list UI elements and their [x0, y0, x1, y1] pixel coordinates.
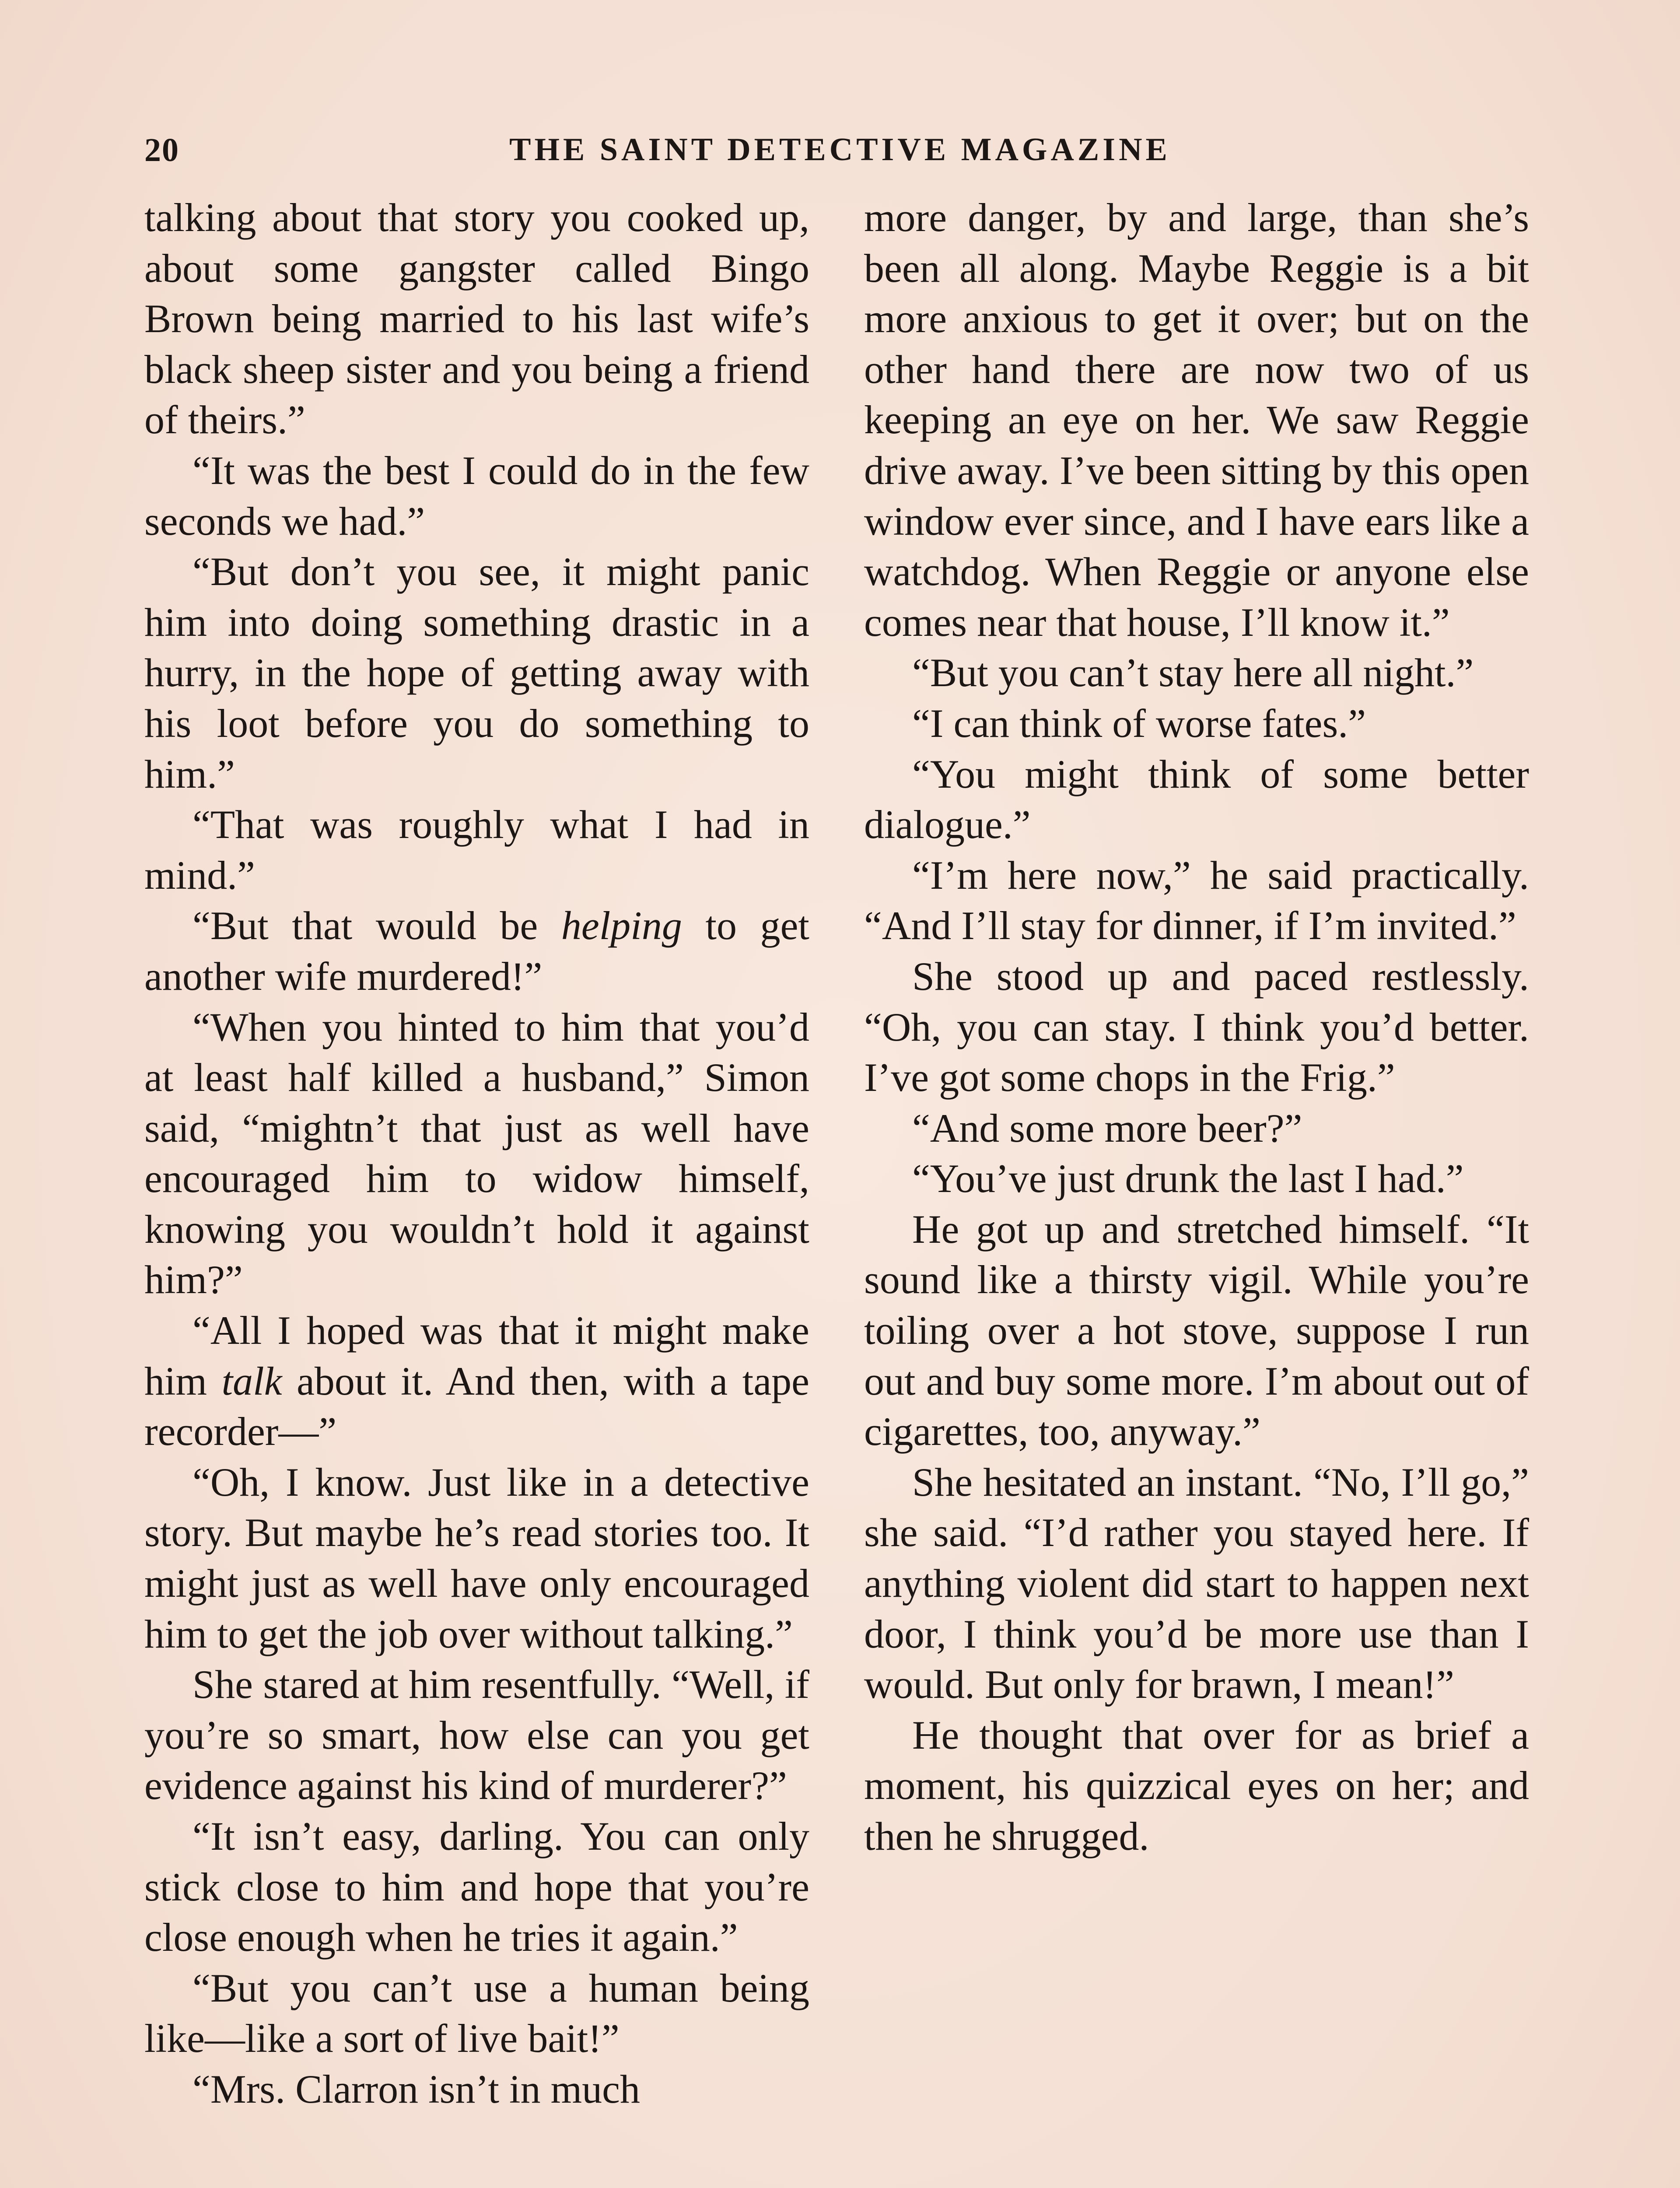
page-number: 20: [144, 132, 179, 168]
emphasis: talk: [221, 1358, 282, 1403]
paragraph: “It isn’t easy, darling. You can only stick close to him and hope that you’re close enough when he tries it again.”: [144, 1814, 809, 1960]
paragraph: “But don’t you see, it might panic him into doing something drastic in a hurry, in the hope of getting away with his loot before you do something to him.”: [144, 549, 809, 796]
paragraph: She hesitated an instant. “No, I’ll go,” she said. “I’d rather you stayed here. If anything violent did start to happen next door, I think you’d be more use than I would. But only for brawn, I mean!”: [864, 1459, 1529, 1707]
paragraph: “Mrs. Clarron isn’t in much: [192, 2066, 640, 2111]
paragraph: “That was roughly what I had in mind.”: [144, 802, 809, 898]
text-run: to get another wife murdered!”: [144, 903, 809, 999]
paragraph: She stared at him resentfully. “Well, if you’re so smart, how else can you get evidence against his kind of murderer?”: [144, 1662, 809, 1808]
paragraph: He thought that over for as brief a moment, his quizzical eyes on her; and then he shrugged.: [864, 1712, 1529, 1858]
paragraph: “I can think of worse fates.”: [912, 701, 1366, 746]
text-run: “All I hoped was that it might make him: [144, 1308, 809, 1403]
paragraph: “You’ve just drunk the last I had.”: [912, 1156, 1464, 1201]
paragraph: [144, 1305, 809, 1457]
right-column: [864, 193, 1529, 1862]
running-title: THE SAINT DETECTIVE MAGAZINE: [509, 132, 1171, 168]
left-column: [144, 193, 809, 2115]
emphasis: helping: [561, 903, 682, 948]
paragraph: talking about that story you cooked up, about some gangster called Bingo Brown being married to his last wife’s black sheep sister and you being a friend of theirs.”: [144, 195, 809, 442]
paragraph: more danger, by and large, than she’s been all along. Maybe Reggie is a bit more anxious to get it over; but on the other hand there are now two of us keeping an eye on her. We saw Reggie drive away. I’ve been sitting by this open window ever since, and I have ears like a watchdog. When Reggie or anyone else comes near that house, I’ll know it.”: [864, 195, 1529, 645]
paragraph: He got up and stretched himself. “It sound like a thirsty vigil. While you’re toiling over a hot stove, suppose I run out and buy some more. I’m about out of cigarettes, too, anyway.”: [864, 1206, 1529, 1454]
paragraph: “Oh, I know. Just like in a detective story. But maybe he’s read stories too. It might just as well have only encouraged him to get the job over without talking.”: [144, 1459, 809, 1656]
paragraph: “It was the best I could do in the few seconds we had.”: [144, 448, 809, 543]
paragraph: “When you hinted to him that you’d at least half killed a husband,” Simon said, “mightn’t that just as well have encouraged him to widow himself, knowing you wouldn’t hold it against him?”: [144, 1004, 809, 1302]
text-run: “But that would be: [192, 903, 561, 948]
paragraph: “I’m here now,” he said practically. “And I’ll stay for dinner, if I’m invited.”: [864, 852, 1529, 948]
paragraph: “But you can’t use a human being like—like a sort of live bait!”: [144, 1965, 809, 2061]
paragraph: “And some more beer?”: [912, 1105, 1302, 1150]
paragraph: She stood up and paced restlessly. “Oh, you can stay. I think you’d better. I’ve got some chops in the Frig.”: [864, 954, 1529, 1100]
text-run: about it. And then, with a tape recorder—”: [144, 1358, 809, 1454]
paragraph: “You might think of some better dialogue.”: [864, 751, 1529, 847]
paragraph: [144, 901, 809, 1002]
paragraph: “But you can’t stay here all night.”: [912, 650, 1474, 695]
page-header: [144, 131, 1536, 179]
